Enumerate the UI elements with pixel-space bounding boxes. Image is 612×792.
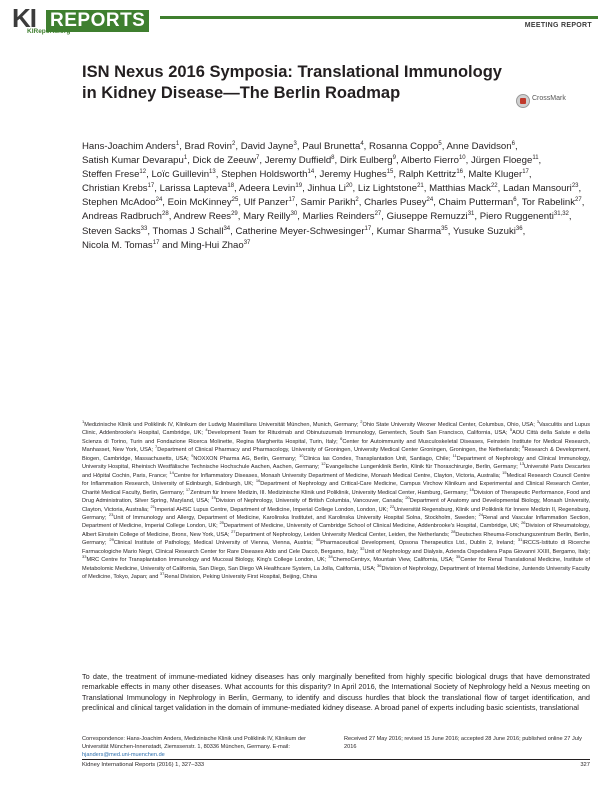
author-name-text: Ming-Hui Zhao [180, 239, 244, 251]
author-name-text: David Jayne [240, 141, 294, 152]
author-name [364, 197, 433, 208]
author-name-text: Samir Parikh [300, 197, 356, 209]
author-name-text: Jürgen Floege [470, 155, 533, 167]
author-name [241, 141, 297, 152]
journal-header [0, 0, 612, 36]
author-name [307, 183, 352, 194]
author-name-text: Christian Krebs [82, 183, 148, 195]
author-name [153, 226, 231, 237]
author-affiliation-sup: 4 [360, 140, 364, 147]
author-name [82, 240, 159, 251]
author-affiliation-sup: 17 [288, 197, 296, 204]
author-affiliation-sup: 1 [175, 140, 180, 147]
author-name [471, 155, 539, 166]
affiliation-number: 23 [108, 512, 114, 518]
author-name-text: Dirk Eulberg [339, 155, 393, 167]
author-name-text: Jinhua Li [307, 183, 346, 195]
affiliation-number: 22 [389, 503, 395, 509]
author-affiliation-sup: 27 [374, 211, 382, 218]
author-affiliation-sup: 12 [139, 169, 147, 175]
affiliation-number: 15 [502, 469, 507, 475]
author-affiliation-sup: 37 [243, 239, 251, 246]
affiliation-number: 37 [159, 571, 165, 577]
author-name-text: Jeremy Duffield [264, 155, 332, 167]
footer-rule [82, 759, 590, 760]
author-affiliation-sup: 17 [364, 225, 372, 232]
author-name [369, 141, 442, 152]
author-name-text: Ulf Panzer [243, 197, 289, 209]
author-affiliation-sup: 9 [392, 154, 396, 161]
author-affiliation-sup: 22 [490, 183, 498, 190]
affiliation-number: 13 [519, 461, 525, 467]
author-name [193, 155, 260, 166]
affiliation-number: 16 [255, 478, 261, 484]
author-name-text: Loïc Guillevin [151, 169, 210, 181]
author-affiliation-sup: 20 [345, 183, 353, 190]
journal-url-link[interactable]: KIReports.org [27, 28, 71, 35]
author-name [82, 141, 179, 152]
author-affiliation-sup: 6 [511, 140, 515, 147]
author-name-text: Catherine Meyer-Schwesinger [235, 225, 365, 237]
author-affiliation-sup: 16 [456, 169, 464, 175]
affiliation-number: 5 [509, 427, 513, 433]
author-name-text: Stephen McAdoo [82, 197, 156, 209]
author-name-text: Liz Lightstone [357, 183, 418, 195]
author-name-text: Mary Reilly [243, 211, 291, 223]
author-name-text: Kumar Sharma [376, 225, 442, 237]
page-number: 327 [580, 762, 590, 768]
author-affiliation-sup: 18 [227, 183, 235, 190]
affiliation-number: 9 [191, 452, 194, 458]
author-name [377, 226, 448, 237]
author-name-text: Brad Rovin [184, 141, 233, 152]
author-name [468, 169, 529, 180]
author-name-text: Hans-Joachim Anders [82, 141, 176, 152]
author-name-text: Thomas J Schall [152, 225, 224, 237]
author-name [185, 141, 236, 152]
author-affiliation-sup: 27 [575, 197, 582, 204]
author-affiliation-sup: 28 [162, 211, 169, 218]
author-name-text: Ralph Kettritz [398, 169, 457, 181]
author-affiliation-sup: 13 [209, 169, 216, 175]
affiliation-number: 27 [231, 529, 236, 535]
author-name-text: Ladan Mansouri [503, 183, 572, 195]
author-name [244, 197, 295, 208]
author-name-text: Tor Rabelink [521, 197, 576, 209]
author-affiliation-sup: 31 [467, 211, 475, 218]
author-name-text: Larissa Lapteva [159, 183, 228, 195]
author-name [358, 183, 424, 194]
affiliation-number: 34 [328, 554, 333, 560]
affiliation-number: 3 [536, 419, 539, 425]
author-name [82, 169, 146, 180]
author-name-text: Steffen Frese [82, 169, 140, 181]
author-name-text: Dick de Zeeuw [192, 155, 256, 167]
author-name [429, 183, 498, 194]
author-name-text: Yusuke Suzuki [452, 225, 516, 237]
author-affiliation-sup: 17 [522, 169, 529, 175]
author-name [387, 211, 475, 222]
affiliation-number: 4 [205, 427, 208, 433]
affiliation-number: 19 [211, 495, 216, 501]
author-name [82, 183, 154, 194]
affiliation-number: 25 [219, 520, 224, 526]
author-name-text: Chaim Putterman [438, 197, 514, 209]
affiliation-number: 11 [452, 452, 457, 458]
author-name [168, 197, 239, 208]
crossmark-label: CrossMark [532, 95, 566, 102]
author-name [453, 226, 523, 237]
affiliation-number: 26 [521, 520, 526, 526]
author-affiliation-sup: 1 [183, 154, 188, 161]
author-name [235, 226, 371, 237]
author-name [302, 141, 363, 152]
author-name [221, 169, 314, 180]
affiliation-number: 18 [469, 486, 474, 492]
author-name-text: Adeera Levin [238, 183, 296, 195]
author-name [439, 197, 517, 208]
received-dates: Received 27 May 2016; revised 15 June 2016; accepted 28 June 2016; published online 27 July 2016 [344, 736, 582, 750]
author-affiliation-sup: 17 [152, 239, 160, 246]
author-name [503, 183, 579, 194]
author-name [320, 169, 394, 180]
author-name-text: Andrew Rees [173, 211, 232, 223]
correspondence-text: Correspondence: Hans-Joachim Anders, Medizinische Klinik und Poliklinik IV, Klinikum der Universität München-Innenstadt, Ziemssenstr. 1, 80336 München, Germany. E-mail: [82, 736, 306, 750]
author-name [303, 211, 382, 222]
affiliation-number: 33 [82, 554, 87, 560]
author-affiliation-sup: 5 [438, 140, 442, 147]
author-name [301, 197, 359, 208]
affiliation-number: 35 [455, 554, 461, 560]
author-name [82, 226, 147, 237]
author-name-text: Satish Kumar Devarapu [82, 155, 184, 167]
author-name-text: Andreas Radbruch [82, 211, 162, 223]
author-name-text: Anne Davidson [446, 141, 512, 152]
logo-reports-text: REPORTS [46, 10, 149, 32]
author-affiliation-sup: 25 [231, 197, 239, 204]
abstract-text: To date, the treatment of immune-mediated kidney diseases has only marginally benefited from highly specific biological drugs that have demonstrated remarkable effects in many other diseases. What accounts for this disparity? In April 2016, the International Society of Nephrology held a Nexus meeting on Translational Immunology in Nephrology in Berlin, Germany, to identify and discuss hurdles that block the translational flow of target identification, and preclinical and clinical target validation in the domain of immune-mediated kidney disease. A broad panel of experts including basic scientists, translational [82, 672, 590, 713]
author-affiliation-sup: 33 [140, 225, 148, 232]
logo-ki-text: KI [12, 3, 36, 33]
affiliation-number: 6 [340, 436, 343, 442]
affiliation-number: 21 [150, 503, 155, 509]
affiliation-number: 8 [522, 444, 525, 450]
article-title: ISN Nexus 2016 Symposia: Translational Immunology in Kidney Disease—The Berlin Roadmap [82, 63, 502, 102]
author-name [340, 155, 396, 166]
author-name [82, 211, 169, 222]
author-affiliation-sup: 29 [231, 211, 238, 218]
author-affiliation-sup: 21 [417, 183, 424, 190]
author-name [82, 197, 162, 208]
author-affiliation-sup: 8 [331, 154, 335, 161]
author-name-text: Piero Ruggenenti [479, 211, 554, 223]
author-affiliation-sup: 2 [232, 140, 236, 147]
affiliation-number: 31 [517, 537, 523, 543]
correspondence [82, 736, 332, 759]
author-name [151, 169, 215, 180]
author-name [480, 211, 569, 222]
author-name [522, 197, 582, 208]
affiliation-number: 10 [298, 452, 304, 458]
author-name [265, 155, 335, 166]
author-name-text: Giuseppe Remuzzi [386, 211, 468, 223]
author-name [447, 141, 515, 152]
correspondence-email-link[interactable]: hjanders@med.uni-muenchen.de [82, 751, 165, 758]
author-affiliation-sup: 11 [532, 154, 539, 161]
affiliation-number: 28 [450, 529, 456, 535]
author-affiliation-sup: 36 [515, 225, 523, 232]
affiliation-number: 24 [478, 512, 484, 518]
affiliation-number: 29 [109, 537, 114, 543]
author-affiliation-sup: 31,32 [553, 211, 569, 218]
author-name [82, 155, 187, 166]
author-name [399, 169, 463, 180]
author-name [160, 183, 234, 194]
affiliation-number: 17 [185, 486, 191, 492]
author-name-text: Steven Sacks [82, 225, 141, 237]
affiliation-number: 20 [405, 495, 410, 501]
affiliation-number: 12 [321, 461, 326, 467]
journal-citation: Kidney International Reports (2016) 1, 327–333 [82, 762, 205, 768]
author-name-text: Jeremy Hughes [319, 169, 387, 181]
author-name-text: Malte Kluger [468, 169, 523, 181]
author-name-text: Alberto Fierro [400, 155, 459, 167]
section-label: MEETING REPORT [524, 22, 592, 29]
author-name-text: Matthias Mack [429, 183, 491, 195]
author-affiliation-sup: 2 [355, 197, 359, 204]
author-affiliation-sup: 24 [426, 197, 434, 204]
crossmark-badge[interactable] [516, 94, 586, 108]
author-name [181, 240, 251, 251]
author-name [174, 211, 238, 222]
author-name [243, 211, 297, 222]
author-affiliation-sup: 10 [458, 154, 466, 161]
affiliation-number: 1 [82, 419, 85, 425]
author-name [239, 183, 302, 194]
author-affiliation-sup: 23 [571, 183, 579, 190]
author-affiliation-sup: 14 [307, 169, 315, 175]
author-affiliation-sup: 3 [293, 140, 297, 147]
author-affiliation-sup: 30 [290, 211, 298, 218]
author-name [401, 155, 466, 166]
author-affiliation-sup: 6 [513, 197, 517, 204]
affiliation-number: 14 [169, 469, 174, 475]
author-name-text: Paul Brunetta [302, 141, 361, 152]
author-affiliation-sup: 19 [295, 183, 303, 190]
author-affiliation-sup: 34 [223, 225, 231, 232]
author-name-text: Charles Pusey [364, 197, 427, 209]
affiliation-number: 30 [315, 537, 321, 543]
author-affiliation-sup: 7 [256, 154, 260, 161]
author-affiliation-sup: 35 [441, 225, 448, 232]
author-name-text: Nicola M. Tomas [82, 239, 153, 251]
affiliation-number: 32 [360, 545, 365, 551]
author-name-text: Rosanna Coppo [369, 141, 439, 152]
affiliation-number: 7 [155, 444, 158, 450]
author-name-text: Stephen Holdsworth [221, 169, 308, 181]
header-rule [160, 16, 598, 19]
author-name-text: Eoin McKinney [167, 197, 232, 209]
author-affiliation-sup: 24 [155, 197, 163, 204]
affiliation-number: 36 [377, 562, 382, 568]
author-affiliation-sup: 15 [386, 169, 394, 175]
author-list: Hans-Joachim Anders$^1$, Brad Rovin$^2$, David Jayne$^3$, Paul Brunetta$^4$, Rosanna Coppo$^5$, Anne Davidson$^6$, Satish Kumar Devarapu$^1$, Dick de Zeeuw$^7$, Jeremy Duffield$^8$, Dirk Eulberg$^9$, Alberto Fierro$^{10}$, Jürgen Floege$^{11}$, Steffen Frese$^{12}$, Loïc Guillevin$^{13}$, Stephen Holdsworth$^{14}$, Jeremy Hughes$^{15}$, Ralph Kettritz$^{16}$, Malte Kluger$^{17}$, Christian Krebs$^{17}$, Larissa Lapteva$^{18}$, Adeera Levin$^{19}$, Jinhua Li$^{20}$, Liz Lightstone$^{21}$, Matthias Mack$^{22}$, Ladan Mansouri$^{23}$, Stephen McAdoo$^{24}$, Eoin McKinney$^{25}$, Ulf Panzer$^{17}$, Samir Parikh$^2$, Charles Pusey$^{24}$, Chaim Putterman$^6$, Tor Rabelink$^{27}$, Andreas Radbruch$^{28}$, Andrew Rees$^{29}$, Mary Reilly$^{30}$, Marlies Reinders$^{27}$, Giuseppe Remuzzi$^{31}$, Piero Ruggenenti$^{31,32}$, Steven Sacks$^{33}$, Thomas J Schall$^{34}$, Catherine Meyer-Schwesinger$^{17}$, Kumar Sharma$^{35}$, Yusuke Suzuki$^{36}$, Nicola M. Tomas$^{17}$ and Ming-Hui Zhao$^{37}$ [82, 140, 585, 251]
affiliation-number: 2 [360, 419, 363, 425]
author-affiliation-sup: 17 [147, 183, 155, 190]
crossmark-icon [516, 94, 530, 108]
affiliations: $^1$Medizinische Klinik und Poliklinik IV, Klinikum der Ludwig Maximilians Universität München, Munich, Germany; $^2$Ohio State University Wexner Medical Center, Columbus, Ohio, USA; $^3$Vasculitis and Lupus Clinic, Addenbrooke's Hospital, Cambridge, UK; $^4$Development Team for Rituximab and Obinutuzumab Immunology, Genentech, South San Francisco, California, USA; $^5$AOU Città della Salute e della Scienza di Torino, Turin and Fondazione Ricerca Molinette, Regina Margherita Hospital, Turin, Italy; $^6$Center for Autoimmunity and Musculoskeletal Diseases, Feinstein Institute for Medical Research, Manhasset, New York, USA; $^7$Department of Clinical Pharmacy and Pharmacology, University of Groningen, University Medical Center Groningen, Groningen, the Netherlands; $^8$Research & Development, Biogen, Cambridge, Massachusetts, USA; $^9$NOXXON Pharma AG, Berlin, Germany; $^{10}$Clinica las Condes, Transplantation Unit, Santiago, Chile; $^{11}$Department of Nephrology and Clinical Immunology, University Hospital, Rheinisch Westfälische Technische Hochschule Aachen, Aachen, Germany; $^{12}$Evangelische Lungenklinik Berlin, Klinik für Thoraxchirurgie, Berlin, Germany; $^{13}$Université Paris Descartes and Hôpital Cochin, Paris, France; $^{14}$Centre for Inflammatory Diseases, Monash University Department of Medicine, Monash Medical Centre, Clayton, Victoria, Australia; $^{15}$Medical Research Council Centre for Inflammation Research, University of Edinburgh, Edinburgh, UK; $^{16}$Department of Nephrology and Critical-Care Medicine, Campus Virchow Klinikum and Experimental and Clinical Research Center, Charité Medical Faculty, Berlin, Germany; $^{17}$Zentrum für Innere Medizin, III. Medizinische Klinik und Poliklinik, University Medical Center, Hamburg, Germany; $^{18}$Division of Therapeutic Performance, Food and Drug Administration, Silver Spring, Maryland, USA; $^{19}$Division of Nephrology, University of British Columbia, Vancouver, Canada; $^{20}$Department of Anatomy and Developmental Biology, Monash University, Clayton, Victoria, Australia; $^{21}$Imperial AHSC Lupus Centre, Department of Medicine, Imperial College London, London, UK; $^{22}$Universität Regensburg, Klinik und Poliklinik für Innere Medizin II, Regensburg, Germany; $^{23}$Unit of Immunology and Allergy, Department of Medicine, Karolinska Institutet, and Karolinska University Hospital Solna, Stockholm, Sweden; $^{24}$Renal and Vascular Inflammation Section, Department of Medicine, Imperial College London, UK; $^{25}$Department of Medicine, University of Cambridge School of Clinical Medicine, Addenbrooke's Hospital, Cambridge, UK; $^{26}$Division of Rheumatology, Albert Einstein College of Medicine, Bronx, New York, USA; $^{27}$Department of Nephrology, Leiden University Medical Center, Leiden, the Netherlands; $^{28}$Deutsches Rheuma-Forschungszentrum Berlin, Berlin, Germany; $^{29}$Clinical Institute of Pathology, Medical University of Vienna, Vienna, Austria; $^{30}$Pharmaceutical Development, Opsona Therapeutics Ltd., Dublin 2, Ireland; $^{31}$IRCCS-Istituto di Ricerche Farmacologiche Mario Negri, Clinical Research Center for Rare Diseases Aldo and Cele Daccò, Bergamo, Italy; $^{32}$Unit of Nephrology and Dialysis, Azienda Ospedaliera Papa Giovanni XXIII, Bergamo, Italy; $^{33}$MRC Centre for Transplantation Immunology and Mucosal Biology, King's College London, UK; $^{34}$ChemoCentryx, Mountain View, California, USA; $^{35}$Center for Renal Translational Medicine, Institute of Metabolomic Medicine, University of California, San Diego, San Diego VA Healthcare System, La Jolla, California, USA; $^{36}$Division of Nephrology, Department of Internal Medicine, Juntendo University Faculty of Medicine, Tokyo, Japan; and $^{37}$Renal Division, Peking University First Hospital, Beijing, China [82, 419, 591, 581]
author-name-text: Marlies Reinders [302, 211, 375, 223]
